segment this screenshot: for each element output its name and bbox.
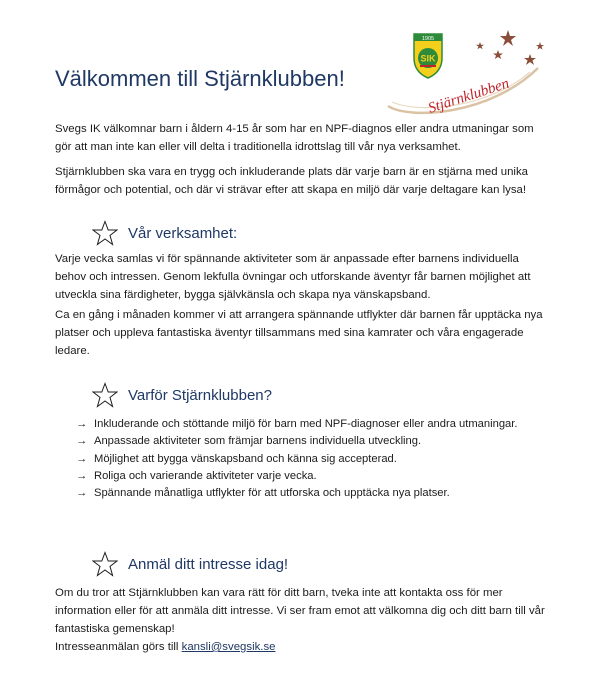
- section-heading-varfor: [92, 382, 272, 408]
- star-outline-icon: [92, 551, 118, 577]
- decorative-stars-icon: [476, 30, 544, 65]
- arrow-right-icon: →: [76, 487, 88, 500]
- arrow-right-icon: →: [76, 452, 88, 465]
- signup-line: Intresseanmälan görs till kansli@svegsik.se: [55, 641, 276, 653]
- intro-paragraph-2: Stjärnklubben ska vara en trygg och inkluderande plats där varje barn är en stjärna med unika förmågor och potential, och där vi strävar efter att skapa en miljö där varje deltagare kan lysa!: [55, 166, 528, 196]
- section-heading-text: Vår verksamhet:: [128, 224, 238, 242]
- arrow-right-icon: →: [76, 435, 88, 448]
- club-badge-icon: [414, 34, 442, 78]
- arrow-right-icon: →: [76, 418, 88, 430]
- svg-text:1905: 1905: [421, 36, 435, 42]
- benefits-list: [76, 416, 556, 502]
- page-title: Välkommen till Stjärnklubben!: [55, 66, 345, 91]
- svg-text:Stjärnklubben: Stjärnklubben: [426, 75, 512, 117]
- stjarnklubben-logo: [380, 20, 555, 120]
- star-outline-icon: [92, 382, 118, 408]
- star-outline-icon: [92, 220, 118, 246]
- svg-text:SIK: SIK: [420, 53, 436, 64]
- anmal-paragraph: Om du tror att Stjärnklubben kan vara rätt för ditt barn, tveka inte att kontakta oss för mer information eller för att anmäla ditt intresse. Vi ser fram emot att välkomna dig och ditt barn till vår fantastiska gemenskap!: [55, 587, 545, 635]
- list-item: → Roliga och varierande aktiviteter varje vecka.: [76, 468, 556, 485]
- section-heading-verksamhet: [92, 220, 237, 246]
- list-item: → Spännande månatliga utflykter för att utforska och upptäcka nya platser.: [76, 485, 556, 502]
- section-heading-text: Varför Stjärnklubben?: [128, 386, 272, 404]
- verksamhet-paragraph-2: Ca en gång i månaden kommer vi att arrangera spännande utflykter där barnen får upptäcka nya platser och uppleva fantastiska äventyr tillsammans med sina kamrater och våra engagerade ledare.: [55, 309, 543, 357]
- section-heading-anmal: [92, 551, 288, 577]
- list-item: → Anpassade aktiviteter som främjar barnens individuella utveckling.: [76, 433, 556, 450]
- email-link[interactable]: kansli@svegsik.se: [181, 641, 276, 653]
- section-heading-text: Anmäl ditt intresse idag!: [128, 555, 289, 573]
- arrow-right-icon: →: [76, 469, 88, 482]
- intro-paragraph-1: Svegs IK välkomnar barn i åldern 4-15 år som har en NPF-diagnos eller andra utmaningar som gör att man inte kan eller vill delta i traditionella idrottslag till vår nya verksamhet.: [55, 123, 534, 153]
- list-item: → Möjlighet att bygga vänskapsband och känna sig accepterad.: [76, 451, 556, 468]
- verksamhet-paragraph-1: Varje vecka samlas vi för spännande aktiviteter som är anpassade efter barnens individuella behov och intressen. Genom lekfulla övningar och utforskande äventyr får barnen möjlighet att utveckla sina färdigheter, bygga självkänsla och skapa nya vänskapsband.: [55, 253, 531, 301]
- list-item: → Inkluderande och stöttande miljö för barn med NPF-diagnoser eller andra utmaningar.: [76, 416, 556, 433]
